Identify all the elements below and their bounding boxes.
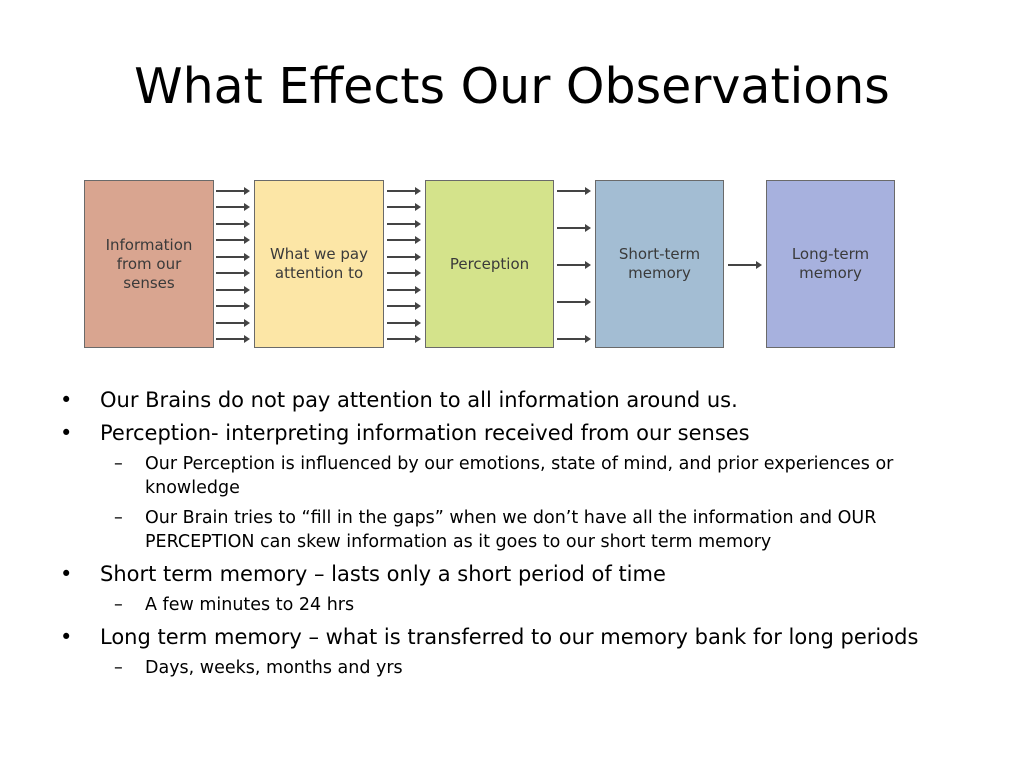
flow-arrow <box>216 239 245 241</box>
bullet-item <box>56 623 976 651</box>
flow-arrow <box>387 256 416 258</box>
bullet-marker: – <box>114 595 123 615</box>
flow-arrow <box>387 272 416 274</box>
slide-title: What Effects Our Observations <box>134 58 890 115</box>
bullet-text: Perception- interpreting information received from our senses <box>100 421 750 445</box>
bullet-text: Days, weeks, months and yrs <box>145 658 403 678</box>
bullet-marker: • <box>60 421 73 445</box>
flow-arrow <box>387 305 416 307</box>
bullet-item <box>56 419 976 447</box>
bullet-list <box>56 386 976 686</box>
flow-arrow <box>387 338 416 340</box>
flow-arrow <box>216 272 245 274</box>
bullet-marker: – <box>114 658 123 678</box>
bullet-marker: • <box>60 625 73 649</box>
bullet-text: Our Brains do not pay attention to all information around us. <box>100 388 738 412</box>
flow-arrow <box>557 301 586 303</box>
senses-box: Information from our senses <box>84 180 214 348</box>
short-term-memory-box: Short-term memory <box>595 180 724 348</box>
sub-bullet-item <box>56 452 976 500</box>
flow-arrow <box>557 264 586 266</box>
flow-arrow <box>216 305 245 307</box>
bullet-text: Our Brain tries to “fill in the gaps” when we don’t have all the information and OUR PERCEPTION can skew information as it goes to our short term memory <box>145 508 877 552</box>
perception-box: Perception <box>425 180 554 348</box>
flow-arrow <box>387 289 416 291</box>
flow-arrow <box>216 223 245 225</box>
flow-arrow <box>216 289 245 291</box>
flow-arrow <box>387 223 416 225</box>
flow-arrow <box>387 206 416 208</box>
bullet-item <box>56 560 976 588</box>
bullet-text: Short term memory – lasts only a short period of time <box>100 562 666 586</box>
bullet-text: A few minutes to 24 hrs <box>145 595 355 615</box>
flow-arrow <box>216 338 245 340</box>
bullet-marker: – <box>114 454 123 474</box>
bullet-text: Our Perception is influenced by our emotions, state of mind, and prior experiences or knowledge <box>145 454 894 498</box>
bullet-marker: • <box>60 562 73 586</box>
sub-bullet-item <box>56 656 976 680</box>
flow-arrow <box>216 206 245 208</box>
flow-arrow <box>557 227 586 229</box>
bullet-item <box>56 386 976 414</box>
flow-arrow <box>216 190 245 192</box>
bullet-marker: – <box>114 508 123 528</box>
flow-arrow <box>387 190 416 192</box>
flow-arrow <box>387 239 416 241</box>
bullet-marker: • <box>60 388 73 412</box>
flow-arrow <box>216 256 245 258</box>
sub-bullet-item <box>56 593 976 617</box>
attention-box: What we pay attention to <box>254 180 384 348</box>
bullet-text: Long term memory – what is transferred to our memory bank for long periods <box>100 625 919 649</box>
sub-bullet-item <box>56 506 976 554</box>
flow-arrow <box>728 264 757 266</box>
flow-arrow <box>387 322 416 324</box>
long-term-memory-box: Long-term memory <box>766 180 895 348</box>
flow-arrow <box>557 338 586 340</box>
flow-arrow <box>216 322 245 324</box>
flow-arrow <box>557 190 586 192</box>
